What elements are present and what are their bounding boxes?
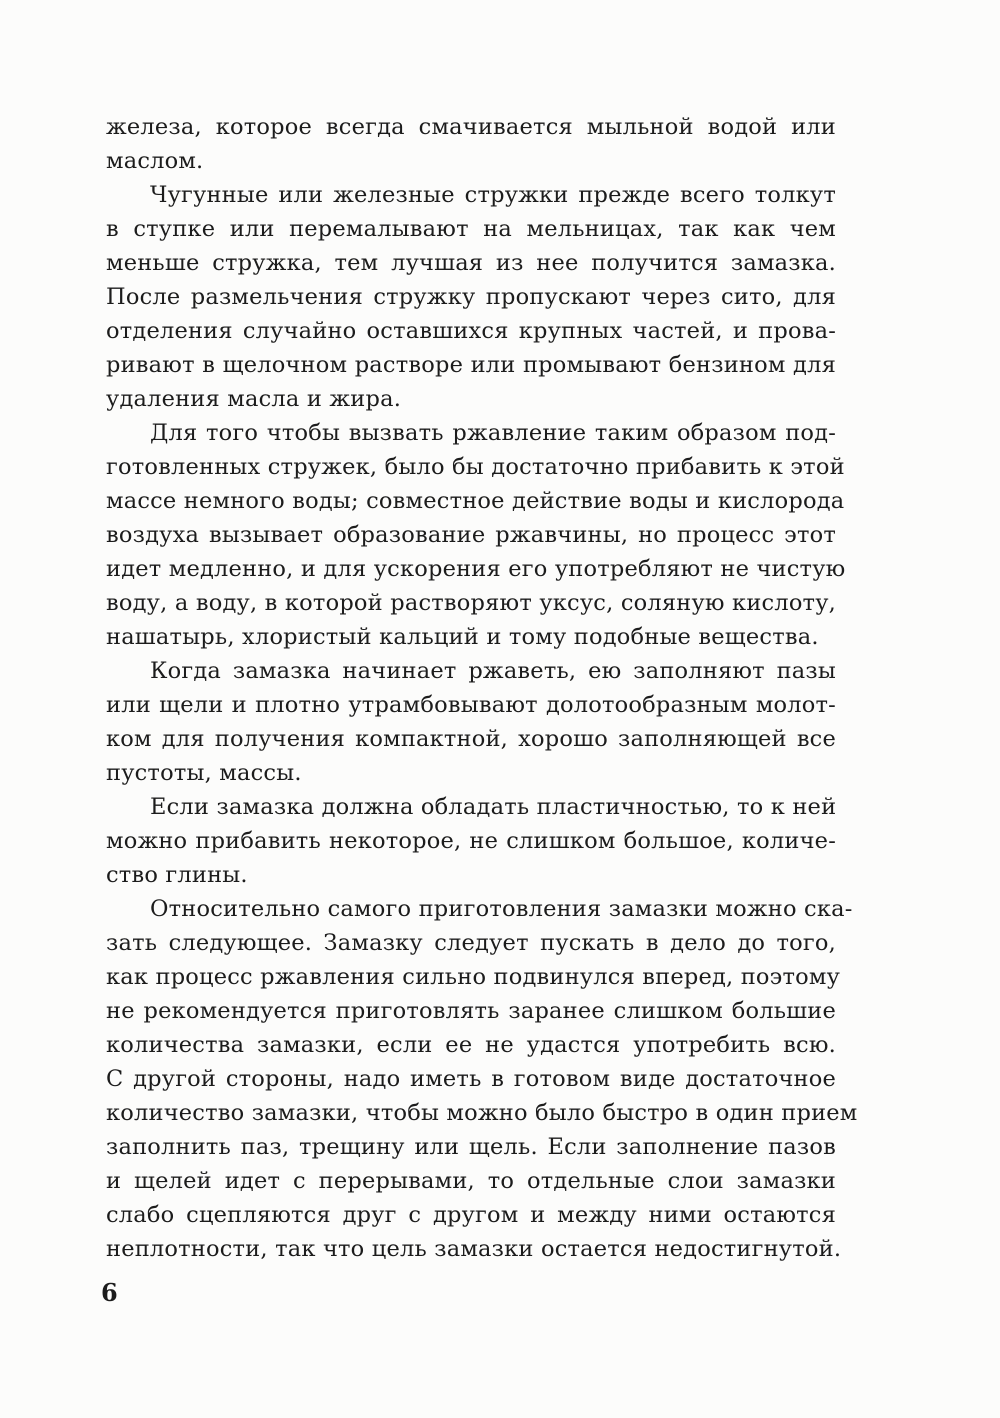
text-line: пустоты, массы. — [106, 760, 302, 786]
text-line: слабо сцепляются друг с другом и между ними остаются — [106, 1202, 836, 1228]
text-line: воду, а воду, в которой растворяют уксус, соляную кислоту, — [106, 590, 836, 616]
text-line: ство глины. — [106, 862, 248, 888]
text-line: готовленных стружек, было бы достаточно прибавить к этой — [106, 454, 845, 480]
body-text — [106, 110, 858, 1266]
text-line: идет медленно, и для ускорения его употребляют не чистую — [106, 556, 846, 582]
text-line: количество замазки, чтобы можно было быстро в один прием — [106, 1100, 858, 1126]
text-line: Для того чтобы вызвать ржавление таким образом под- — [150, 420, 836, 446]
text-line: зать следующее. Замазку следует пускать в дело до того, — [106, 930, 836, 956]
text-line: количества замазки, если ее не удастся употребить всю. — [106, 1032, 836, 1058]
text-line: маслом. — [106, 148, 204, 174]
text-line: отделения случайно оставшихся крупных частей, и прова- — [106, 318, 836, 344]
text-line: ривают в щелочном растворе или промывают бензином для — [106, 352, 836, 378]
text-line: Если замазка должна обладать пластичностью, то к ней — [150, 794, 837, 820]
text-line: неплотности, так что цель замазки остается недостигнутой. — [106, 1236, 842, 1262]
text-line: воздуха вызывает образование ржавчины, но процесс этот — [106, 522, 836, 548]
text-line: С другой стороны, надо иметь в готовом виде достаточное — [106, 1066, 836, 1092]
text-line: в ступке или перемалывают на мельницах, так как чем — [106, 216, 836, 242]
text-line: ком для получения компактной, хорошо заполняющей все — [106, 726, 836, 752]
text-line: не рекомендуется приготовлять заранее слишком большие — [106, 998, 836, 1024]
text-line: заполнить паз, трещину или щель. Если заполнение пазов — [106, 1134, 836, 1160]
text-line: Когда замазка начинает ржаветь, ею заполняют пазы — [150, 658, 836, 684]
text-line: железа, которое всегда смачивается мыльной водой или — [106, 114, 836, 140]
text-line: Чугунные или железные стружки прежде всего толкут — [150, 182, 836, 208]
text-line: массе немного воды; совместное действие воды и кислорода — [106, 488, 845, 514]
text-line: или щели и плотно утрамбовывают долотообразным молот- — [106, 692, 836, 718]
text-line: можно прибавить некоторое, не слишком большое, количе- — [106, 828, 836, 854]
text-line: как процесс ржавления сильно подвинулся вперед, поэтому — [106, 964, 841, 990]
text-line: меньше стружка, тем лучшая из нее получится замазка. — [106, 250, 836, 276]
text-line: Относительно самого приготовления замазки можно ска- — [150, 896, 853, 922]
text-line: нашатырь, хлористый кальций и тому подобные вещества. — [106, 624, 819, 650]
text-line: После размельчения стружку пропускают через сито, для — [106, 284, 836, 310]
page-number: 6 — [101, 1278, 118, 1307]
text-line: и щелей идет с перерывами, то отдельные слои замазки — [106, 1168, 836, 1194]
text-line: удаления масла и жира. — [106, 386, 402, 412]
